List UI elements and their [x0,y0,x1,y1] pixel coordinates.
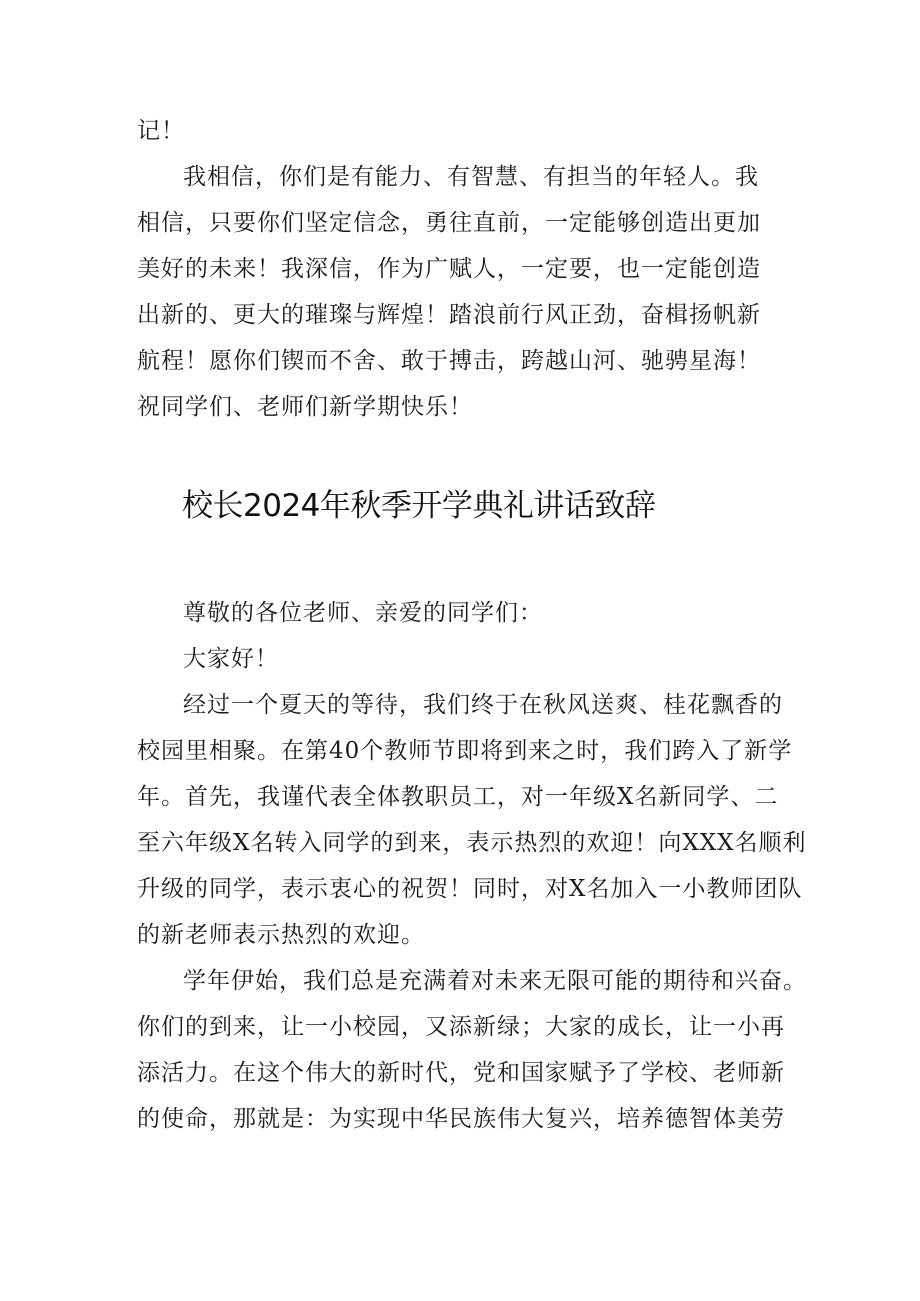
text-line: 的新老师表示热烈的欢迎。 [137,922,425,948]
text-line: 至六年级X名转入同学的到来，表示热烈的欢迎！向XXX名顺利 [137,830,807,856]
text-line: 记！ [137,118,185,144]
text-line: 升级的同学，表示衷心的祝贺！同时，对X名加入一小教师团队 [137,876,803,902]
document-title: 校长2024年秋季开学典礼讲话致辞 [182,488,656,524]
text-line: 的使命，那就是：为实现中华民族伟大复兴，培养德智体美劳 [137,1106,785,1132]
text-line: 我相信，你们是有能力、有智慧、有担当的年轻人。我 [183,164,759,190]
text-line: 学年伊始，我们总是充满着对未来无限可能的期待和兴奋。 [183,968,807,994]
text-line: 校园里相聚。在第40个教师节即将到来之时，我们跨入了新学 [137,738,793,764]
text-line: 添活力。在这个伟大的新时代，党和国家赋予了学校、老师新 [137,1060,785,1086]
text-line: 祝同学们、老师们新学期快乐！ [137,394,473,420]
text-line: 你们的到来，让一小校园，又添新绿；大家的成长，让一小再 [137,1014,785,1040]
text-line: 经过一个夏天的等待，我们终于在秋风送爽、桂花飘香的 [183,692,783,718]
document-body [137,108,817,1142]
text-line: 相信，只要你们坚定信念，勇往直前，一定能够创造出更加 [137,210,761,236]
greeting: 大家好！ [183,646,279,672]
text-line: 出新的、更大的璀璨与辉煌！踏浪前行风正劲，奋楫扬帆新 [137,302,761,328]
salutation: 尊敬的各位老师、亲爱的同学们： [183,600,543,626]
text-line: 航程！愿你们锲而不舍、敢于搏击，跨越山河、驰骋星海！ [137,348,761,374]
text-line: 美好的未来！我深信，作为广赋人，一定要，也一定能创造 [137,256,761,282]
text-line: 年。首先，我谨代表全体教职员工，对一年级X名新同学、二 [137,784,779,810]
